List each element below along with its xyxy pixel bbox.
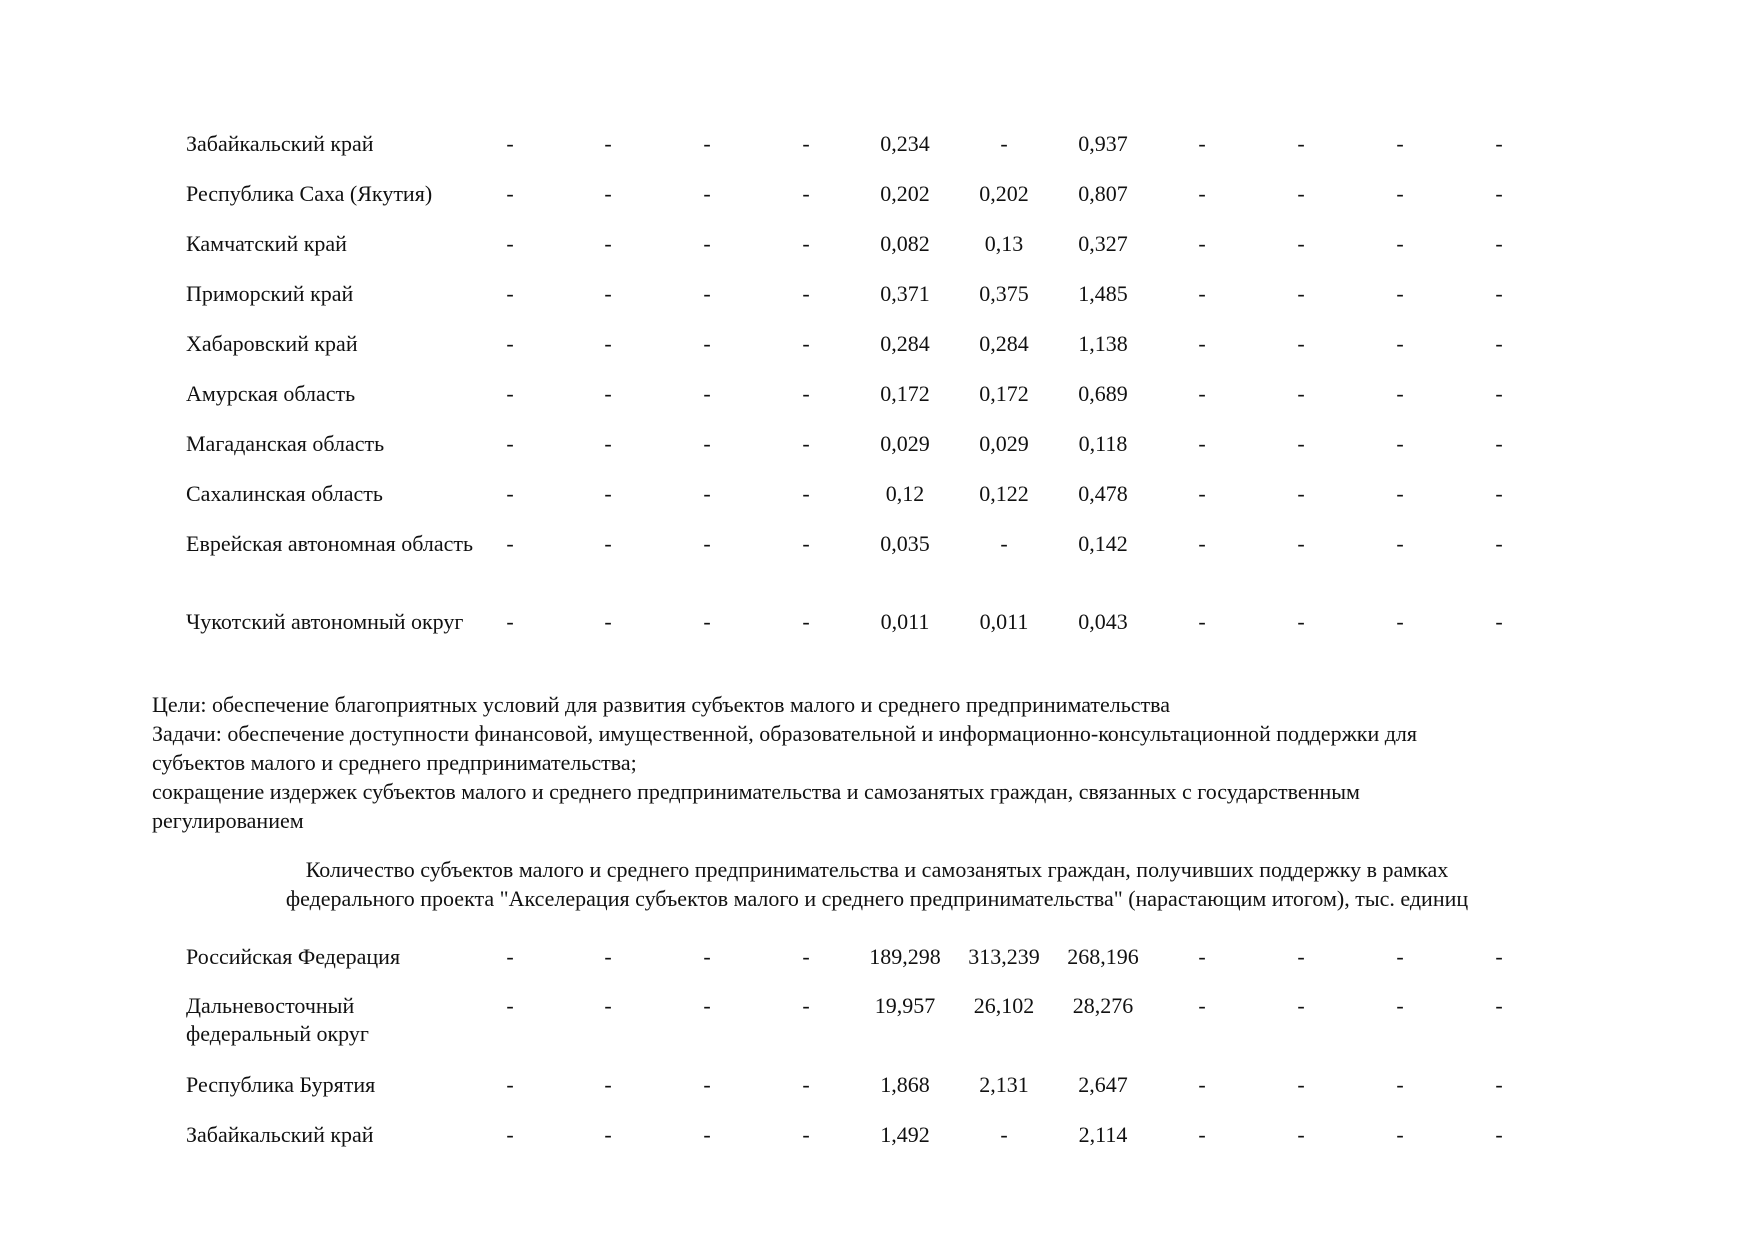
value-cell: 2,647 <box>1078 1072 1128 1097</box>
value-cell: - <box>1396 993 1404 1018</box>
value-cell: 0,327 <box>1078 231 1128 256</box>
value-cell: - <box>1198 131 1206 156</box>
caption-line-1: Количество субъектов малого и среднего предпринимательства и самозанятых граждан, получивших поддержку в рамках <box>305 857 1449 882</box>
value-cell: - <box>1297 481 1305 506</box>
value-cell: - <box>802 231 810 256</box>
region-name: Приморский край <box>186 281 354 306</box>
value-cell: - <box>703 1122 711 1147</box>
value-cell: - <box>1495 481 1503 506</box>
value-cell: 0,011 <box>979 609 1029 634</box>
value-cell: - <box>506 331 514 356</box>
value-cell: - <box>802 481 810 506</box>
region-name: Еврейская автономная область <box>186 531 474 556</box>
value-cell: 2,114 <box>1078 1122 1128 1147</box>
value-cell: - <box>802 993 810 1018</box>
value-cell: 0,13 <box>984 231 1024 256</box>
value-cell: - <box>604 431 612 456</box>
value-cell: 0,142 <box>1078 531 1128 556</box>
value-cell: - <box>604 131 612 156</box>
region-name: Республика Саха (Якутия) <box>186 181 433 206</box>
value-cell: - <box>1297 1072 1305 1097</box>
goals-tasks-text <box>152 690 1612 835</box>
value-cell: - <box>604 531 612 556</box>
value-cell: - <box>1297 281 1305 306</box>
value-cell: - <box>506 1072 514 1097</box>
value-cell: - <box>703 331 711 356</box>
value-cell: - <box>802 1072 810 1097</box>
value-cell: - <box>802 609 810 634</box>
value-cell: - <box>1198 531 1206 556</box>
tasks-line: Задачи: обеспечение доступности финансовой, имущественной, образовательной и информационно-консультационной поддержки для <box>152 721 1418 746</box>
value-cell: - <box>1297 531 1305 556</box>
value-cell: 268,196 <box>1067 944 1139 969</box>
value-cell: - <box>506 531 514 556</box>
value-cell: 0,029 <box>880 431 930 456</box>
value-cell: - <box>1198 231 1206 256</box>
value-cell: - <box>1198 331 1206 356</box>
value-cell: - <box>506 381 514 406</box>
value-cell: - <box>1297 1122 1305 1147</box>
value-cell: - <box>1396 281 1404 306</box>
value-cell: - <box>1198 993 1206 1018</box>
value-cell: - <box>1198 1122 1206 1147</box>
value-cell: 0,375 <box>979 281 1029 306</box>
value-cell: - <box>506 131 514 156</box>
value-cell: - <box>1297 131 1305 156</box>
value-cell: - <box>1495 609 1503 634</box>
value-cell: - <box>506 481 514 506</box>
value-cell: - <box>703 944 711 969</box>
value-cell: - <box>703 531 711 556</box>
value-cell: - <box>1000 531 1008 556</box>
value-cell: - <box>1198 381 1206 406</box>
value-cell: - <box>604 281 612 306</box>
value-cell: - <box>802 381 810 406</box>
value-cell: 28,276 <box>1072 993 1134 1018</box>
value-cell: - <box>1396 331 1404 356</box>
value-cell: - <box>1396 381 1404 406</box>
value-cell: 0,284 <box>880 331 930 356</box>
value-cell: - <box>604 381 612 406</box>
value-cell: - <box>703 609 711 634</box>
value-cell: - <box>703 381 711 406</box>
value-cell: 26,102 <box>973 993 1035 1018</box>
value-cell: - <box>703 481 711 506</box>
value-cell: - <box>1297 381 1305 406</box>
value-cell: 1,138 <box>1078 331 1128 356</box>
value-cell: - <box>1396 431 1404 456</box>
region-name: Российская Федерация <box>186 944 401 969</box>
value-cell: 0,082 <box>880 231 930 256</box>
region-name: Чукотский автономный округ <box>186 609 464 634</box>
value-cell: - <box>802 944 810 969</box>
value-cell: 0,202 <box>979 181 1029 206</box>
value-cell: - <box>703 431 711 456</box>
value-cell: 1,492 <box>880 1122 930 1147</box>
value-cell: - <box>802 331 810 356</box>
value-cell: - <box>506 609 514 634</box>
value-cell: - <box>802 181 810 206</box>
region-name: Республика Бурятия <box>186 1072 376 1097</box>
value-cell: - <box>1198 609 1206 634</box>
value-cell: - <box>1495 381 1503 406</box>
indicator-caption <box>152 855 1602 913</box>
value-cell: - <box>1396 1072 1404 1097</box>
value-cell: - <box>1396 609 1404 634</box>
value-cell: - <box>1198 1072 1206 1097</box>
value-cell: - <box>1495 1122 1503 1147</box>
value-cell: - <box>1396 131 1404 156</box>
value-cell: - <box>1198 431 1206 456</box>
value-cell: - <box>1297 944 1305 969</box>
value-cell: - <box>604 481 612 506</box>
value-cell: - <box>506 181 514 206</box>
tasks-line-2: сокращение издержек субъектов малого и среднего предпринимательства и самозанятых граждан, связанных с государственным <box>152 779 1360 804</box>
value-cell: - <box>1396 181 1404 206</box>
value-cell: - <box>604 231 612 256</box>
value-cell: - <box>1495 131 1503 156</box>
value-cell: - <box>802 431 810 456</box>
value-cell: 1,485 <box>1078 281 1128 306</box>
value-cell: - <box>604 331 612 356</box>
value-cell: - <box>1396 481 1404 506</box>
value-cell: - <box>506 281 514 306</box>
value-cell: - <box>1297 431 1305 456</box>
value-cell: - <box>1396 1122 1404 1147</box>
region-name: Сахалинская область <box>186 481 383 506</box>
region-name: Забайкальский край <box>186 1122 374 1147</box>
value-cell: - <box>1495 1072 1503 1097</box>
value-cell: - <box>1495 231 1503 256</box>
value-cell: 0,689 <box>1078 381 1128 406</box>
value-cell: - <box>1198 481 1206 506</box>
value-cell: - <box>506 231 514 256</box>
value-cell: - <box>1396 231 1404 256</box>
value-cell: - <box>1000 1122 1008 1147</box>
region-name: Амурская область <box>186 381 356 406</box>
value-cell: 0,029 <box>979 431 1029 456</box>
value-cell: - <box>802 1122 810 1147</box>
value-cell: 0,043 <box>1078 609 1128 634</box>
value-cell: - <box>703 281 711 306</box>
value-cell: 0,172 <box>880 381 930 406</box>
value-cell: - <box>1297 181 1305 206</box>
value-cell: 0,234 <box>880 131 930 156</box>
value-cell: - <box>1396 531 1404 556</box>
value-cell: - <box>506 944 514 969</box>
value-cell: - <box>1198 281 1206 306</box>
caption-line-2: федерального проекта "Акселерация субъектов малого и среднего предпринимательства" (нарастающим итогом), тыс. единиц <box>285 886 1469 911</box>
value-cell: 0,035 <box>880 531 930 556</box>
value-cell: 0,202 <box>880 181 930 206</box>
value-cell: - <box>604 1122 612 1147</box>
value-cell: 19,957 <box>874 993 936 1018</box>
region-name: Камчатский край <box>186 231 347 256</box>
value-cell: - <box>1495 331 1503 356</box>
value-cell: - <box>1495 281 1503 306</box>
value-cell: - <box>604 609 612 634</box>
value-cell: 0,284 <box>979 331 1029 356</box>
value-cell: 189,298 <box>869 944 941 969</box>
region-name: Дальневосточный федеральный округ <box>186 993 369 1046</box>
value-cell: - <box>1495 431 1503 456</box>
value-cell: - <box>1495 531 1503 556</box>
value-cell: - <box>1198 944 1206 969</box>
value-cell: - <box>506 1122 514 1147</box>
value-cell: - <box>1495 944 1503 969</box>
value-cell: - <box>1297 331 1305 356</box>
region-name: Магаданская область <box>186 431 385 456</box>
value-cell: 313,239 <box>968 944 1040 969</box>
value-cell: - <box>1297 609 1305 634</box>
value-cell: - <box>604 944 612 969</box>
value-cell: - <box>1198 181 1206 206</box>
value-cell: - <box>1495 181 1503 206</box>
value-cell: - <box>604 181 612 206</box>
value-cell: 0,371 <box>880 281 930 306</box>
tasks-line-2-continued: регулированием <box>152 808 304 833</box>
region-name: Забайкальский край <box>186 131 374 156</box>
value-cell: - <box>802 131 810 156</box>
value-cell: 0,807 <box>1078 181 1128 206</box>
value-cell: 0,118 <box>1078 431 1128 456</box>
value-cell: - <box>802 531 810 556</box>
value-cell: - <box>1297 993 1305 1018</box>
value-cell: - <box>506 431 514 456</box>
value-cell: - <box>1297 231 1305 256</box>
value-cell: 0,122 <box>979 481 1029 506</box>
value-cell: - <box>1495 993 1503 1018</box>
value-cell: 0,937 <box>1078 131 1128 156</box>
value-cell: - <box>802 281 810 306</box>
value-cell: - <box>1000 131 1008 156</box>
value-cell: 0,478 <box>1078 481 1128 506</box>
value-cell: - <box>703 131 711 156</box>
value-cell: - <box>506 993 514 1018</box>
region-name: Хабаровский край <box>186 331 358 356</box>
value-cell: - <box>703 231 711 256</box>
value-cell: - <box>604 1072 612 1097</box>
value-cell: - <box>1396 944 1404 969</box>
value-cell: - <box>703 181 711 206</box>
value-cell: 0,12 <box>885 481 925 506</box>
value-cell: 0,172 <box>979 381 1029 406</box>
value-cell: 1,868 <box>880 1072 930 1097</box>
value-cell: - <box>604 993 612 1018</box>
value-cell: 0,011 <box>880 609 930 634</box>
tasks-line-continued: субъектов малого и среднего предпринимательства; <box>152 750 637 775</box>
value-cell: - <box>703 1072 711 1097</box>
goals-line: Цели: обеспечение благоприятных условий для развития субъектов малого и среднего предпринимательства <box>152 692 1171 717</box>
value-cell: 2,131 <box>979 1072 1029 1097</box>
value-cell: - <box>703 993 711 1018</box>
